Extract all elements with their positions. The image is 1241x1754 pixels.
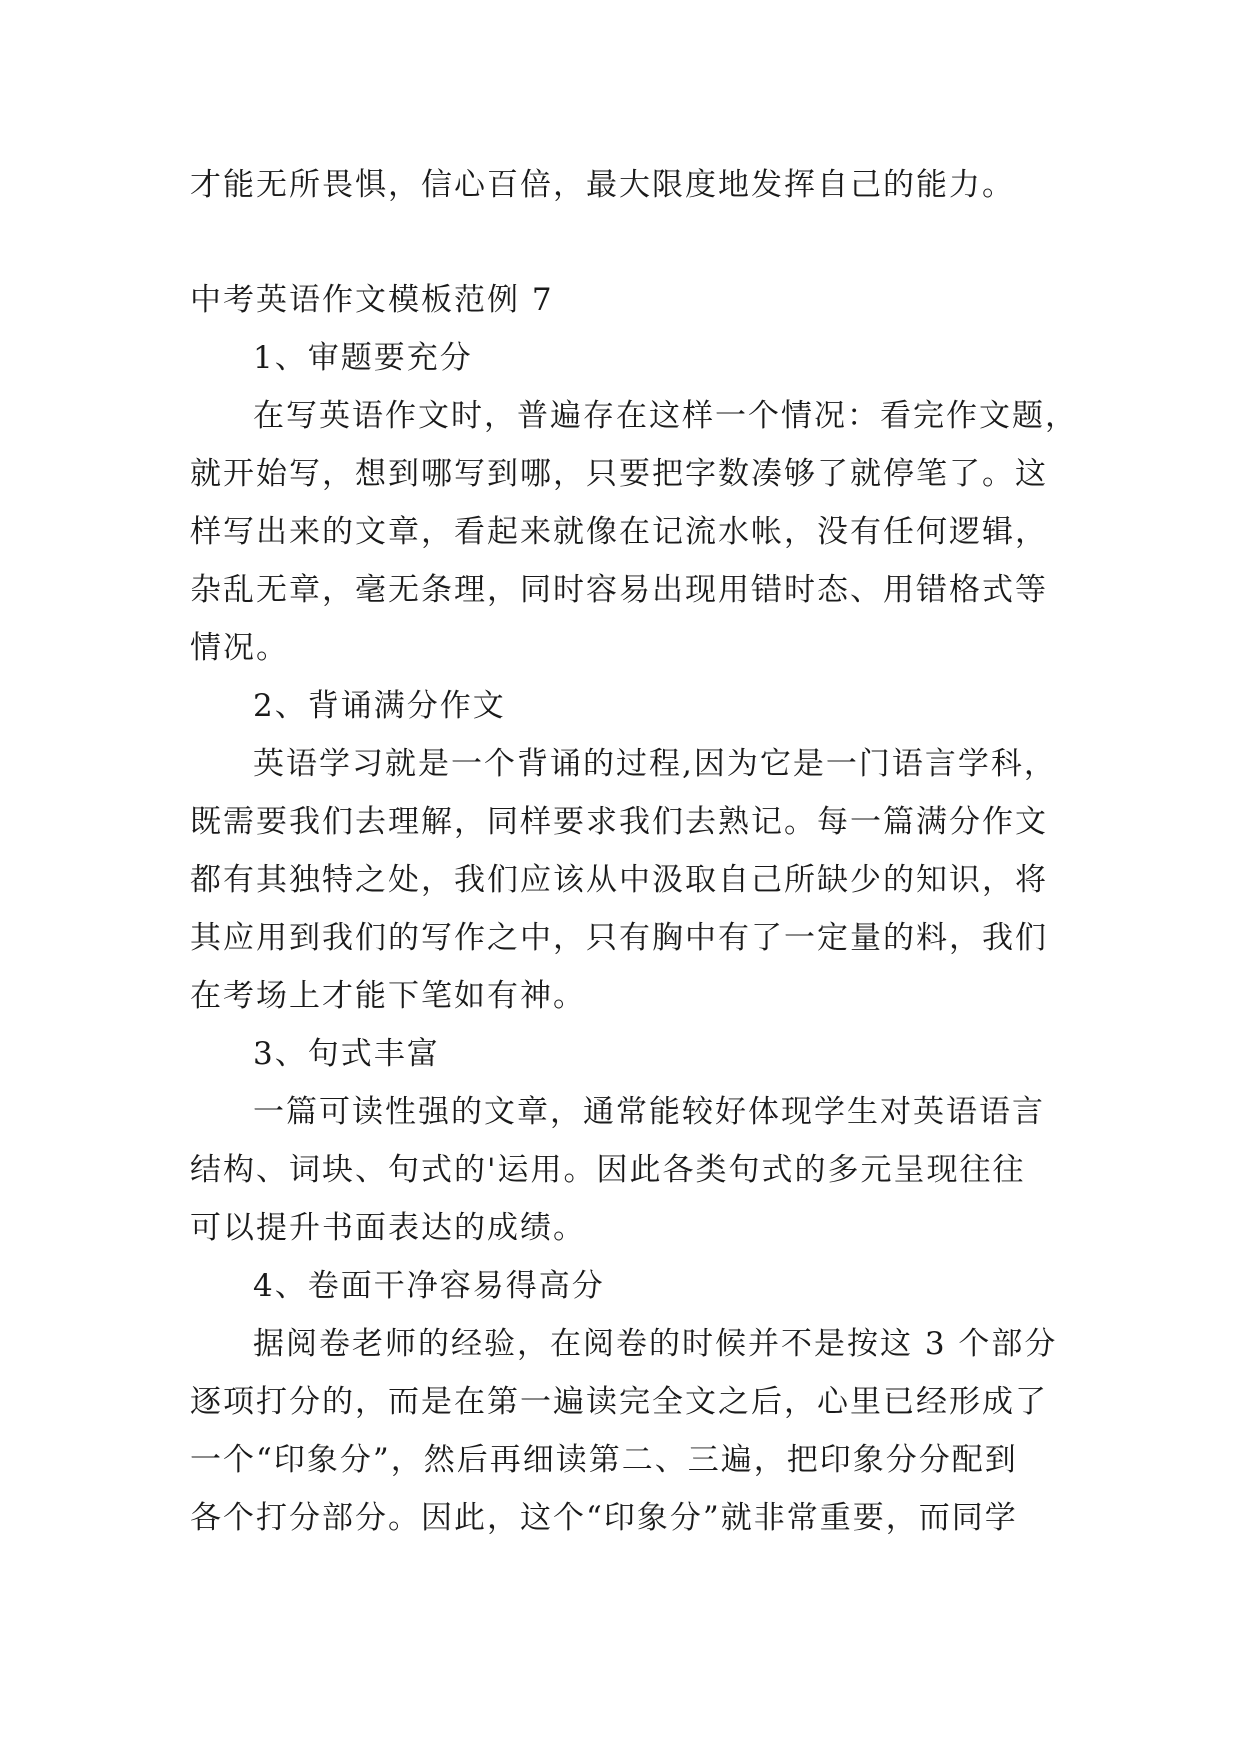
paragraph-line: 各个打分部分。因此，这个“印象分”就非常重要，而同学 xyxy=(190,1500,1018,1536)
paragraph-line: 一个“印象分”，然后再细读第二、三遍，把印象分分配到 xyxy=(190,1442,1018,1478)
section-heading: 中考英语作文模板范例 7 xyxy=(190,282,554,318)
subheading: 1、审题要充分 xyxy=(253,340,473,376)
paragraph-line: 才能无所畏惧，信心百倍，最大限度地发挥自己的能力。 xyxy=(190,167,1015,203)
paragraph-line: 可以提升书面表达的成绩。 xyxy=(190,1210,586,1246)
paragraph-line: 就开始写，想到哪写到哪，只要把字数凑够了就停笔了。这 xyxy=(190,456,1048,492)
paragraph-line: 在考场上才能下笔如有神。 xyxy=(190,978,586,1014)
paragraph-line: 在写英语作文时，普遍存在这样一个情况：看完作文题， xyxy=(253,398,1078,434)
paragraph-line: 既需要我们去理解，同样要求我们去熟记。每一篇满分作文 xyxy=(190,804,1048,840)
paragraph-line: 都有其独特之处，我们应该从中汲取自己所缺少的知识，将 xyxy=(190,862,1048,898)
subheading: 4、卷面干净容易得高分 xyxy=(253,1268,605,1304)
paragraph-line: 杂乱无章，毫无条理，同时容易出现用错时态、用错格式等 xyxy=(190,572,1048,608)
paragraph-line: 结构、词块、句式的'运用。因此各类句式的多元呈现往往 xyxy=(190,1152,1026,1188)
subheading: 2、背诵满分作文 xyxy=(253,688,506,724)
paragraph-line: 样写出来的文章，看起来就像在记流水帐，没有任何逻辑， xyxy=(190,514,1048,550)
paragraph-line: 一篇可读性强的文章，通常能较好体现学生对英语语言 xyxy=(253,1094,1045,1130)
paragraph-line: 逐项打分的，而是在第一遍读完全文之后，心里已经形成了 xyxy=(190,1384,1048,1420)
paragraph-line: 据阅卷老师的经验，在阅卷的时候并不是按这 3 个部分 xyxy=(253,1326,1058,1362)
subheading: 3、句式丰富 xyxy=(253,1036,440,1072)
paragraph-line: 情况。 xyxy=(190,630,289,666)
paragraph-line: 其应用到我们的写作之中，只有胸中有了一定量的料，我们 xyxy=(190,920,1048,956)
paragraph-line: 英语学习就是一个背诵的过程,因为它是一门语言学科， xyxy=(253,746,1057,782)
